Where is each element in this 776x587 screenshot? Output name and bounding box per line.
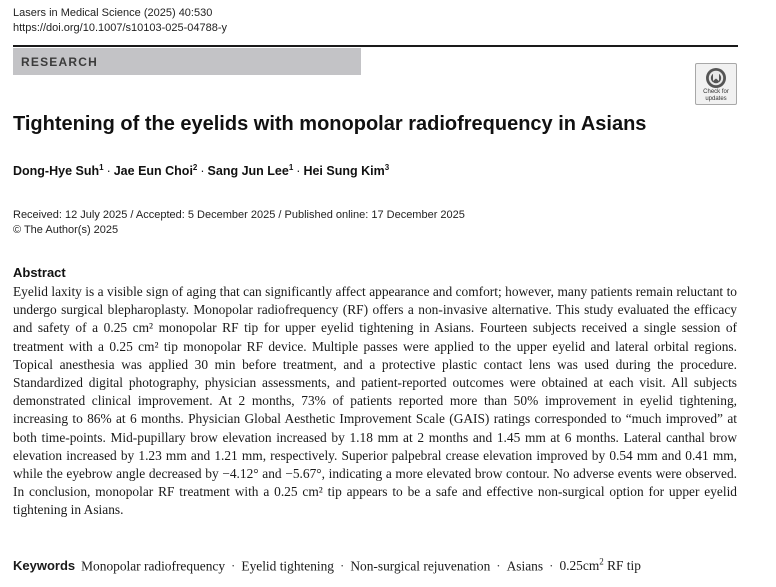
author-separator: · <box>106 164 111 179</box>
check-for-updates-badge[interactable] <box>695 63 737 105</box>
history-dates: Received: 12 July 2025 / Accepted: 5 December 2025 / Published online: 17 December 2025 <box>13 209 465 221</box>
keyword-separator: · <box>231 558 236 574</box>
article-title: Tightening of the eyelids with monopolar radiofrequency in Asians <box>13 113 647 135</box>
keyword: Eyelid tightening <box>241 558 334 574</box>
author[interactable]: Dong-Hye Suh$^1$ <box>13 163 104 179</box>
journal-line: Lasers in Medical Science (2025) 40:530 <box>13 7 213 19</box>
journal-citation <box>13 6 227 36</box>
keyword: Asians <box>506 558 544 574</box>
header-rule <box>13 45 738 47</box>
keyword: $0.25cm^2$ RF tip <box>559 557 641 574</box>
keyword-separator: · <box>496 558 501 574</box>
abstract-text: Eyelid laxity is a visible sign of aging that can significantly affect appearance and comfort; however, many patients remain reluctant to undergo surgical blepharoplasty. Monopolar radiofrequency (RF) offers a non-invasive alternative. This study evaluated the efficacy and safety of a 0.25 cm² monopolar RF tip for upper eyelid tightening in Asians. Fourteen subjects received a single session of treatment with a 0.25 cm² tip monopolar RF device. Multiple passes were applied to the upper eyelid and lateral orbital regions. Topical anesthesia was applied 30 min before treatment, and a protective plastic contact lens was used during the procedure. Standardized digital photography, physician assessments, and patient-reported outcomes were obtained at each visit. All subjects demonstrated clinical improvement. At 2 months, 73% of patients reported more than 50% improvement in eyelid tightening, increasing to 86% at 6 months. Physician Global Aesthetic Improvement Scale (GAIS) ratings corresponded to “much improved” at both time-points. Mid-pupillary brow elevation increased by 1.18 mm at 2 months and 1.45 mm at 6 months. Lateral canthal brow elevation increased by 1.23 mm and 1.21 mm, respectively. Superior palpebral crease elevation improved by 0.54 mm and 0.41 mm, while the eyebrow angle decreased by −4.12° and −5.67°, indicating a more elevated brow contour. No adverse events were observed. In conclusion, monopolar RF treatment with a 0.25 cm² tip appears to be a safe and effective non-surgical option for upper eyelid tightening in Asians. <box>13 284 737 518</box>
author-separator: · <box>200 164 205 179</box>
copyright: © The Author(s) 2025 <box>13 224 119 236</box>
badge-text: Check for updates <box>703 89 729 102</box>
keywords-line <box>13 557 763 575</box>
publication-dates <box>13 208 465 238</box>
keywords-label: Keywords <box>13 558 76 574</box>
keyword: Non-surgical rejuvenation <box>350 558 491 574</box>
author-list <box>13 163 389 178</box>
author-separator: · <box>296 164 301 179</box>
bookmark-icon <box>705 67 727 89</box>
section-label: RESEARCH <box>21 54 98 69</box>
doi-link[interactable]: https://doi.org/10.1007/s10103-025-04788-y <box>13 22 228 34</box>
author[interactable]: Jae Eun Choi$^2$ <box>113 163 198 179</box>
keyword-separator: · <box>549 558 554 574</box>
author[interactable]: Hei Sung Kim$^3$ <box>303 163 390 179</box>
section-bar <box>13 48 361 75</box>
author[interactable]: Sang Jun Lee$^1$ <box>207 163 294 179</box>
keyword: Monopolar radiofrequency <box>81 558 226 574</box>
keyword-separator: · <box>340 558 345 574</box>
abstract-heading: Abstract <box>13 265 66 280</box>
